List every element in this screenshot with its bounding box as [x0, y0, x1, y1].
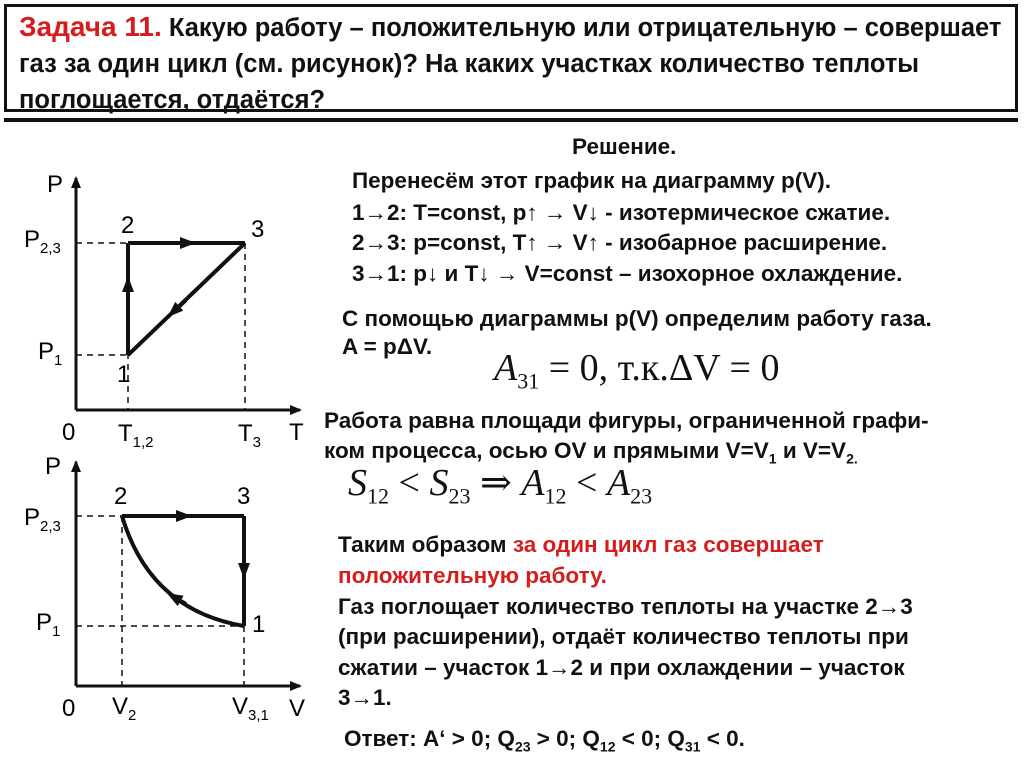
- solution-line-3: 2→3: p=const, T↑ → V↑ - изобарное расширение.: [352, 230, 888, 255]
- answer-line: Ответ: A‘ > 0; $Q_{23} > 0$; $Q_{12} < 0$; $Q_{31} < 0$.: [344, 726, 745, 755]
- pv-origin: 0: [62, 695, 76, 722]
- solution-line-6: A = pΔV.: [342, 334, 433, 359]
- pv-point-3: 3: [237, 483, 251, 510]
- heat-line-3: сжатии – участок 1→2 и при охлаждении – участок: [338, 655, 905, 680]
- solution-line-2: 1→2: T=const, p↑ → V↓ - изотермическое сжатие.: [352, 200, 891, 225]
- pt-diagram: [0, 150, 320, 450]
- heat-line-2: (при расширении), отдаёт количество теплоты при: [338, 624, 909, 649]
- heat-line-1: Газ поглощает количество теплоты на участке 2→3: [338, 594, 913, 619]
- task-label: Задача 11.: [19, 11, 162, 42]
- pt-point-3: 3: [251, 216, 265, 243]
- problem-box: [4, 4, 1018, 112]
- pt-point-1: 1: [117, 361, 131, 388]
- solution-line-4: 3→1: p↓ и T↓ → V=const – изохорное охлаждение.: [352, 261, 903, 286]
- formula-a31: $A_{31} = 0$, т.к.ΔV = 0: [494, 347, 780, 394]
- pv-x-label: V: [289, 695, 306, 722]
- pv-point-1: 1: [252, 611, 266, 638]
- pt-label-t12: $T_{1,2}$: [118, 420, 154, 450]
- pt-x-label: T: [289, 419, 304, 446]
- pt-process-3-1: [128, 243, 245, 355]
- conclusion-line-1: Таким образом за один цикл газ совершает: [338, 532, 824, 557]
- solution-line-7: Работа равна площади фигуры, ограниченной графи-: [324, 408, 929, 433]
- header-divider: [4, 118, 1018, 122]
- pv-label-p23: $P_{2,3}$: [24, 504, 61, 535]
- pt-arrow-3-1: [172, 300, 186, 313]
- solution-line-1: Перенесём этот график на диаграмму p(V).: [352, 168, 831, 193]
- solution-line-8: ком процесса, осью OV и прямыми $V=V_1$ и $V=V_{2.}$: [324, 438, 858, 467]
- solution-heading: Решение.: [572, 134, 677, 159]
- pv-label-v31: $V_{3,1}$: [232, 693, 269, 724]
- conclusion-line-2: положительную работу.: [338, 563, 607, 588]
- pv-label-p1: $P_1$: [36, 609, 61, 640]
- pv-point-2: 2: [114, 483, 128, 510]
- pv-process-1-2: [122, 516, 244, 626]
- solution-line-5: С помощью диаграммы p(V) определим работу газа.: [342, 306, 932, 331]
- formula-area-comparison: $S_{12} < S_{23}$ ⇒ $A_{12} < A_{23}$: [348, 462, 653, 509]
- pt-label-t3: $T_3$: [238, 420, 262, 450]
- pt-origin: 0: [62, 419, 76, 446]
- pv-y-label: P: [45, 453, 62, 480]
- pt-label-p23: $P_{2,3}$: [24, 226, 61, 257]
- pt-label-p1: $P_1$: [38, 338, 63, 369]
- heat-line-4: 3→1.: [338, 685, 392, 710]
- pt-point-2: 2: [121, 212, 135, 239]
- task-question: Какую работу – положительную или отрицательную – совершает газ за один цикл (см. рисунок)? На каких участках количество теплоты поглощается, отдаётся?: [19, 14, 1002, 114]
- pv-diagram: [0, 440, 320, 730]
- pv-label-v2: $V_2$: [112, 693, 137, 724]
- pt-y-label: P: [47, 171, 64, 198]
- problem-statement: [19, 9, 1009, 118]
